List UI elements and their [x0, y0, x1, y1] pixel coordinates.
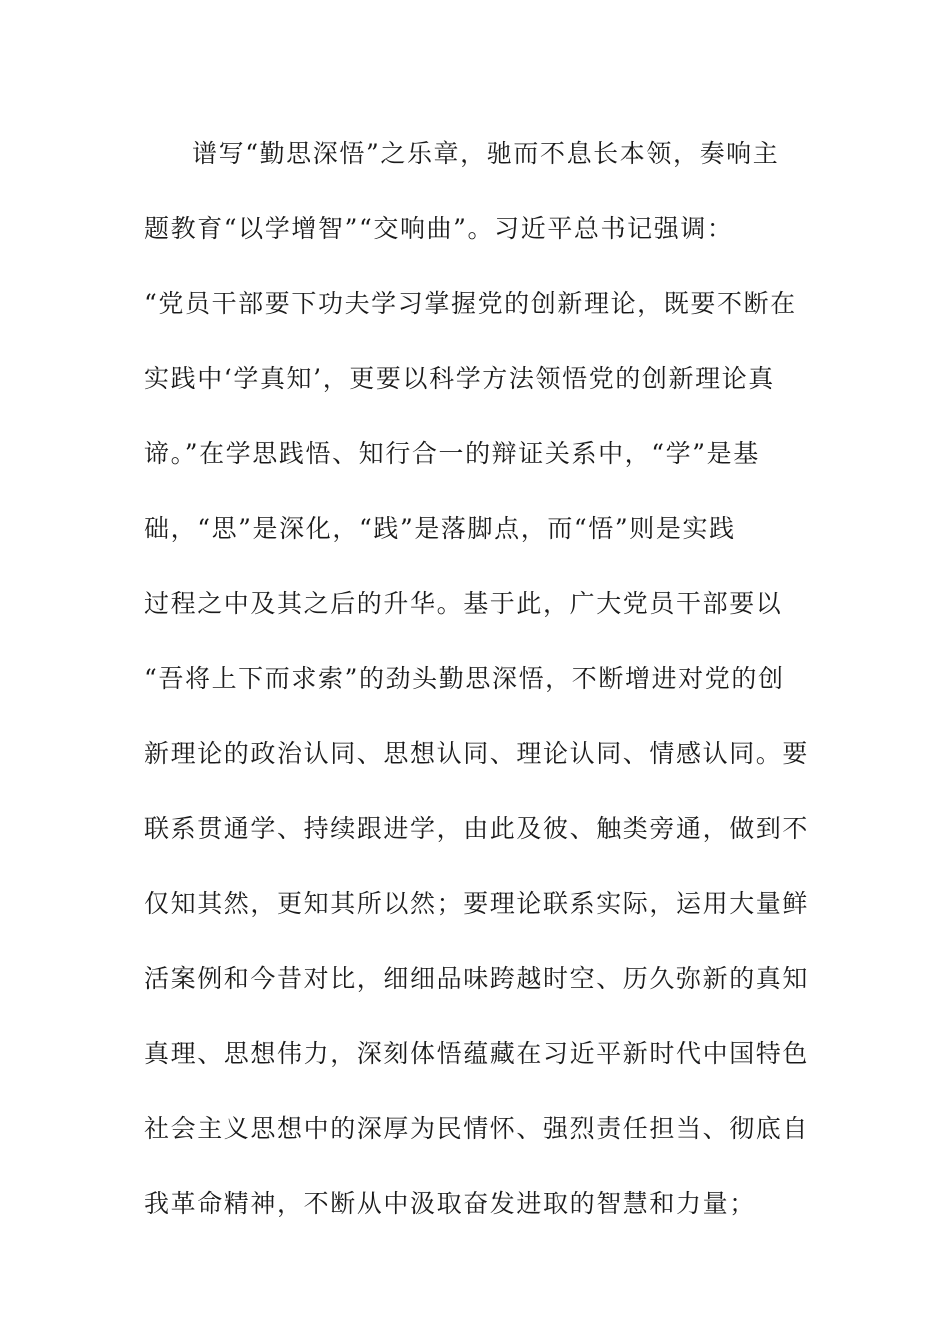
paragraph-line: 联系贯通学、持续跟进学，由此及彼、触类旁通，做到不 [144, 814, 810, 843]
paragraph-line: 谛。”在学思践悟、知行合一的辩证关系中，“学”是基 [144, 439, 760, 468]
paragraph-line: 社会主义思想中的深厚为民情怀、强烈责任担当、彻底自 [144, 1114, 810, 1143]
paragraph-line: 过程之中及其之后的升华。基于此，广大党员干部要以 [144, 589, 783, 618]
paragraph-line: 新理论的政治认同、思想认同、理论认同、情感认同。要 [144, 739, 810, 768]
paragraph-line: 础，“思”是深化，“践”是落脚点，而“悟”则是实践 [144, 514, 736, 543]
body-paragraph [144, 129, 810, 1254]
paragraph-line: “党员干部要下功夫学习掌握党的创新理论，既要不断在 [144, 289, 797, 318]
paragraph-line: 我革命精神，不断从中汲取奋发进取的智慧和力量； [144, 1189, 756, 1218]
paragraph-line: 实践中‘学真知’，更要以科学方法领悟党的创新理论真 [144, 364, 775, 393]
paragraph-line: 真理、思想伟力，深刻体悟蕴藏在习近平新时代中国特色 [144, 1039, 810, 1068]
paragraph-line: 题教育“以学增智”“交响曲”。习近平总书记强调： [144, 214, 734, 243]
paragraph-line: “吾将上下而求索”的劲头勤思深悟，不断增进对党的创 [144, 664, 785, 693]
paragraph-line: 仅知其然，更知其所以然；要理论联系实际，运用大量鲜 [144, 889, 810, 918]
paragraph-line: 谱写“勤思深悟”之乐章，驰而不息长本领，奏响主 [192, 139, 780, 168]
paragraph-line: 活案例和今昔对比，细细品味跨越时空、历久弥新的真知 [144, 964, 810, 993]
